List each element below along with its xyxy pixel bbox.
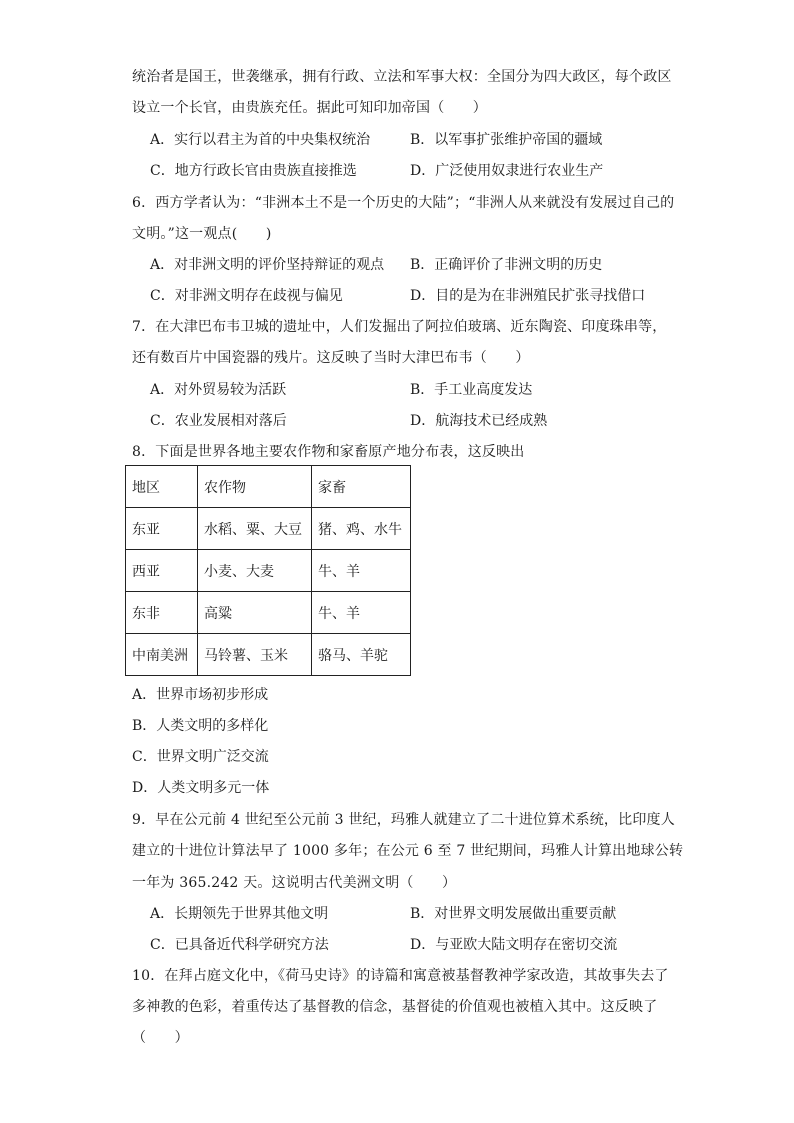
table-header-cell: 地区 [126,466,198,508]
q7-stem-line-1: 7．在大津巴布韦卫城的遗址中，人们发掘出了阿拉伯玻璃、近东陶瓷、印度珠串等， [132,319,667,335]
q10-stem-line-3: （ ） [132,1030,189,1046]
q6-stem-line-1: 6．西方学者认为：“非洲本土不是一个历史的大陆”；“非洲人从来就没有发展过自己的 [132,195,675,211]
q7-option-a[interactable]: A．对外贸易较为活跃 [150,382,287,398]
q9-option-a[interactable]: A．长期领先于世界其他文明 [150,906,329,922]
q5-stem-line-1: 统治者是国王，世袭继承，拥有行政、立法和军事大权：全国分为四大政区，每个政区 [132,69,672,85]
table-cell: 中南美洲 [126,634,198,676]
q6-option-c[interactable]: C．对非洲文明存在歧视与偏见 [150,288,343,304]
q7-stem-line-2: 还有数百片中国瓷器的残片。这反映了当时大津巴布韦（ ） [132,350,530,366]
table-cell: 西亚 [126,550,198,592]
origin-table [125,465,411,676]
table-cell: 马铃薯、玉米 [198,634,312,676]
q6-stem-line-2: 文明。”这一观点( ) [132,226,272,242]
table-cell: 水稻、粟、大豆 [198,508,312,550]
q10-stem-line-1: 10．在拜占庭文化中，《荷马史诗》的诗篇和寓意被基督教神学家改造，其故事失去了 [132,968,669,984]
table-row [126,550,411,592]
q7-option-d[interactable]: D．航海技术已经成熟 [410,413,548,429]
table-cell: 小麦、大麦 [198,550,312,592]
table-header-row [126,466,411,508]
q5-option-c[interactable]: C．地方行政长官由贵族直接推选 [150,163,357,179]
table-cell: 高粱 [198,592,312,634]
q9-option-b[interactable]: B．对世界文明发展做出重要贡献 [410,906,617,922]
q8-stem: 8．下面是世界各地主要农作物和家畜原产地分布表，这反映出 [132,444,525,460]
q6-option-a[interactable]: A．对非洲文明的评价坚持辩证的观点 [150,257,385,273]
table-row [126,634,411,676]
q7-option-b[interactable]: B．手工业高度发达 [410,382,533,398]
q9-option-c[interactable]: C．已具备近代科学研究方法 [150,937,329,953]
q9-option-d[interactable]: D．与亚欧大陆文明存在密切交流 [410,937,618,953]
q8-option-a[interactable]: A．世界市场初步形成 [132,687,269,703]
q7-option-c[interactable]: C．农业发展相对落后 [150,413,287,429]
table-cell: 东非 [126,592,198,634]
q6-option-d[interactable]: D．目的是为在非洲殖民扩张寻找借口 [410,288,646,304]
table-cell: 骆马、羊驼 [312,634,411,676]
table-row [126,592,411,634]
q9-stem-line-1: 9．早在公元前 4 世纪至公元前 3 世纪，玛雅人就建立了二十进位算术系统，比印度人 [132,812,675,828]
q5-option-d[interactable]: D．广泛使用奴隶进行农业生产 [410,163,604,179]
table-cell: 猪、鸡、水牛 [312,508,411,550]
q10-stem-line-2: 多神教的色彩，着重传达了基督教的信念，基督徒的价值观也被植入其中。这反映了 [132,999,658,1015]
q9-stem-line-2: 建立的十进位计算法早了 1000 多年；在公元 6 至 7 世纪期间，玛雅人计算出地球公转 [132,843,684,859]
q8-option-c[interactable]: C．世界文明广泛交流 [132,749,269,765]
q5-option-a[interactable]: A．实行以君主为首的中央集权统治 [150,132,371,148]
table-header-cell: 家畜 [312,466,411,508]
q9-stem-line-3: 一年为 365.242 天。这说明古代美洲文明（ ） [132,875,457,891]
q8-option-b[interactable]: B．人类文明的多样化 [132,718,269,734]
q8-option-d[interactable]: D．人类文明多元一体 [132,780,270,796]
q5-option-b[interactable]: B．以军事扩张维护帝国的疆域 [410,132,603,148]
table-cell: 牛、羊 [312,550,411,592]
q6-option-b[interactable]: B．正确评价了非洲文明的历史 [410,257,603,273]
table-cell: 东亚 [126,508,198,550]
table-row [126,508,411,550]
table-header-cell: 农作物 [198,466,312,508]
q5-stem-line-2: 设立一个长官，由贵族充任。据此可知印加帝国（ ） [132,100,487,116]
table-cell: 牛、羊 [312,592,411,634]
